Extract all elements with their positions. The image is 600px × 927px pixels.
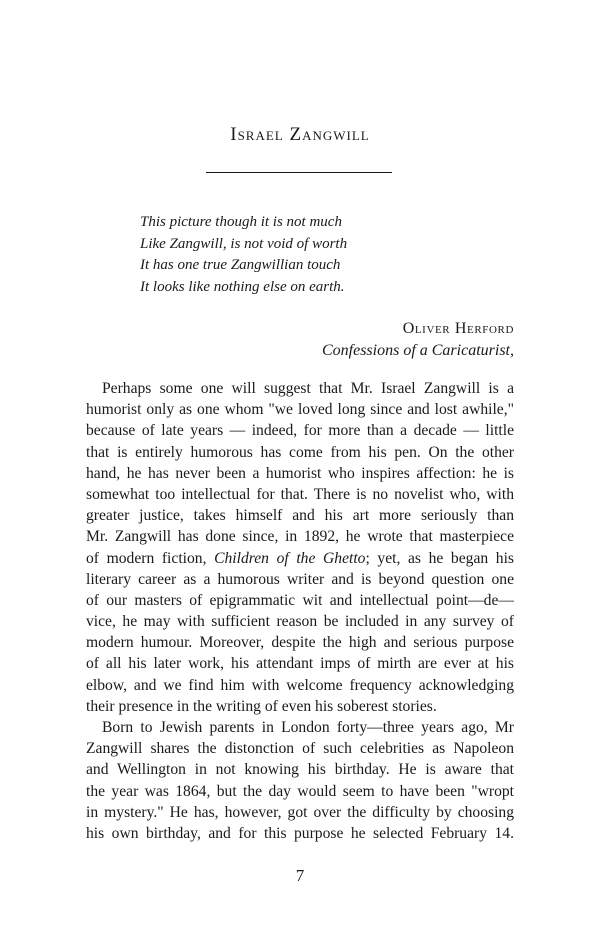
book-title-italic: Children of the Ghetto	[214, 549, 366, 567]
verse-line: It looks like nothing else on earth.	[140, 278, 345, 295]
body-line: greater justice, takes himself and his art more seriously than	[86, 507, 514, 525]
page-number: 7	[295, 866, 305, 885]
body-line: that is entirely humorous has come from his pen. On the other	[86, 443, 514, 461]
body-line: because of late years — indeed, for more than a decade — little	[86, 422, 514, 440]
body-line: Mr. Zangwill has done since, in 1892, he wrote that masterpiece	[86, 528, 514, 546]
body-line: literary career as a humorous writer and is beyond question one	[86, 570, 514, 588]
epigraph-source: Confessions of a Caricaturist,	[321, 342, 514, 359]
verse-line: Like Zangwill, is not void of worth	[140, 235, 348, 252]
epigraph-author: Oliver Herford	[402, 320, 514, 337]
epigraph-attribution	[154, 318, 514, 362]
body-line: of our masters of epigrammatic wit and intellectual point—de—	[86, 591, 514, 609]
chapter-title: Israel Zangwill	[230, 124, 370, 145]
body-line: Born to Jewish parents in London forty—three years ago, Mr	[102, 719, 514, 736]
body-line: elbow, and we find him with welcome frequency acknowledging	[86, 676, 514, 694]
body-text	[86, 378, 514, 844]
body-line: hand, he has never been a humorist who inspires affection: he is	[86, 464, 514, 482]
body-line: somewhat too intellectual for that. There is no novelist who, with	[86, 485, 514, 503]
verse-line: It has one true Zangwillian touch	[140, 257, 341, 273]
epigraph-verse	[140, 212, 500, 298]
body-line: humorist only as one whom "we loved long since and lost awhile,"	[86, 401, 514, 419]
title-rule	[206, 172, 392, 173]
body-line: modern humour. Moreover, despite the high and serious purpose	[86, 634, 514, 652]
body-line: in mystery." He has, however, got over the difficulty by choosing	[86, 803, 514, 821]
body-line: and Wellington in not knowing his birthday. He is aware that	[86, 761, 514, 779]
body-line: of all his later work, his attendant imps of mirth are ever at his	[86, 655, 514, 673]
body-line: vice, he may with sufficient reason be included in any survey of	[86, 613, 514, 631]
body-line	[86, 548, 514, 569]
body-line: Zangwill shares the distonction of such celebrities as Napoleon	[86, 740, 514, 758]
body-line-text: ; yet, as he began his	[365, 549, 514, 567]
body-line: their presence in the writing of even his soberest stories.	[86, 697, 437, 715]
body-line-text: of modern fiction,	[86, 549, 215, 567]
body-line: Perhaps some one will suggest that Mr. Israel Zangwill is a	[102, 380, 514, 397]
verse-line: This picture though it is not much	[140, 214, 342, 230]
body-line: his own birthday, and for this purpose he selected February 14.	[86, 824, 514, 842]
body-line: the year was 1864, but the day would seem to have been "wropt	[86, 782, 514, 800]
